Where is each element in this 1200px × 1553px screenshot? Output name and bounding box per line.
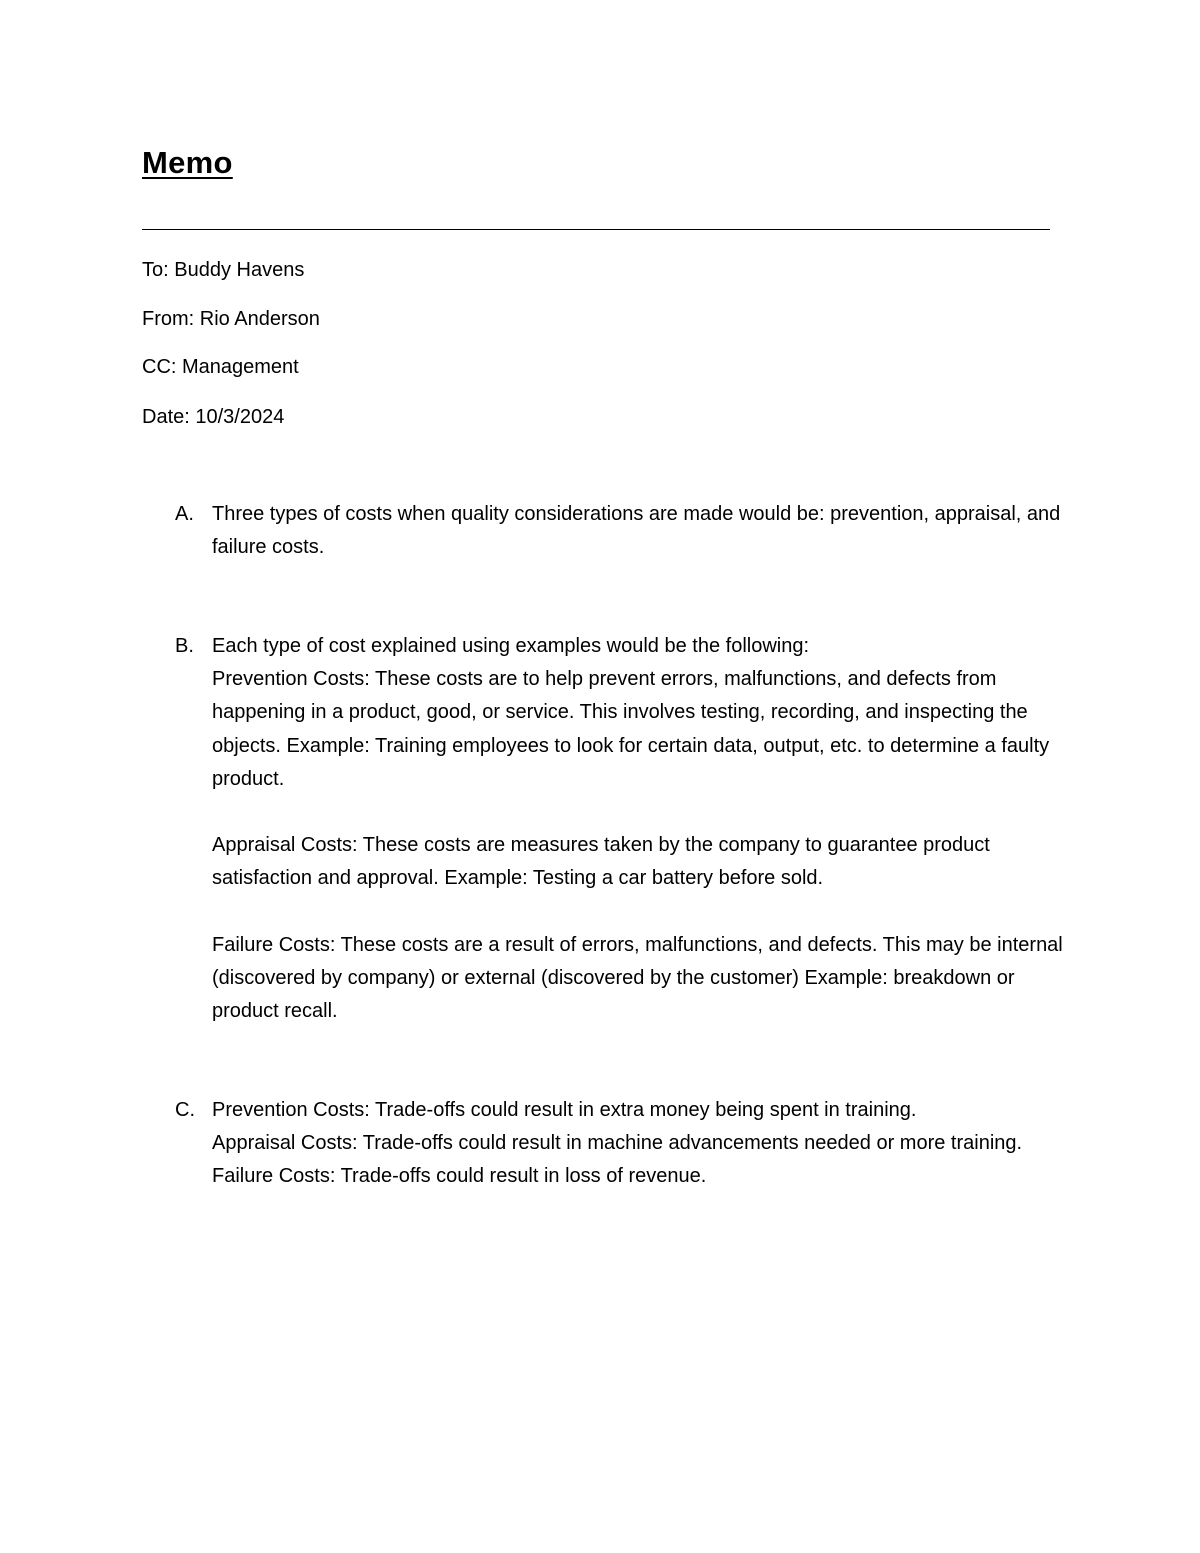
memo-to-line: To: Buddy Havens bbox=[142, 259, 305, 281]
paragraph-c-failure: Failure Costs: Trade-offs could result in loss of revenue. bbox=[212, 1165, 707, 1188]
list-marker-a: A. bbox=[175, 503, 194, 525]
paragraph-b-failure: Failure Costs: These costs are a result of errors, malfunctions, and defects. This may be internal (discovered by company) or external (discovered by the customer) Example: breakdown or product recall. bbox=[212, 933, 1063, 1023]
paragraph-spacer bbox=[212, 896, 1072, 929]
memo-date-line: Date: 10/3/2024 bbox=[142, 406, 285, 428]
header-divider bbox=[142, 229, 1050, 230]
paragraph-b-intro: Each type of cost explained using examples would be the following: bbox=[212, 635, 810, 657]
list-marker-b: B. bbox=[175, 635, 194, 657]
paragraph-b-prevention: Prevention Costs: These costs are to help prevent errors, malfunctions, and defects from happening in a product, good, or service. This involves testing, recording, and inspecting the objects. Example: Training employees to look for certain data, output, etc. to determine a faulty product. bbox=[212, 668, 1050, 790]
memo-cc-line: CC: Management bbox=[142, 356, 299, 378]
memo-title: Memo bbox=[142, 145, 233, 180]
list-body-c bbox=[212, 1094, 1072, 1194]
memo-from-line: From: Rio Anderson bbox=[142, 308, 320, 330]
paragraph-cost-types: Three types of costs when quality considerations are made would be: prevention, appraisal, and failure costs. bbox=[212, 503, 1061, 559]
paragraph-spacer bbox=[212, 796, 1072, 829]
list-body-b bbox=[212, 630, 1072, 1028]
paragraph-b-appraisal: Appraisal Costs: These costs are measures taken by the company to guarantee product satisfaction and approval. Example: Testing a car battery before sold. bbox=[212, 834, 990, 890]
list-marker-c: C. bbox=[175, 1099, 195, 1121]
paragraph-c-appraisal: Appraisal Costs: Trade-offs could result in machine advancements needed or more training. bbox=[212, 1132, 1023, 1155]
paragraph-c-prevention: Prevention Costs: Trade-offs could result in extra money being spent in training. bbox=[212, 1099, 917, 1121]
list-body-a bbox=[212, 498, 1072, 564]
